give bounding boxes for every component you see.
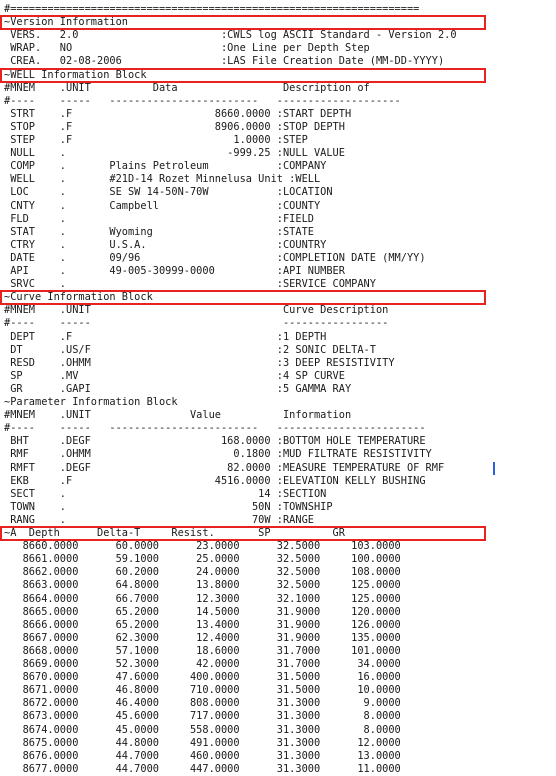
data-row: 8662.0000 60.2000 24.0000 32.5000 108.0000 <box>4 566 401 579</box>
text-cursor <box>493 462 495 475</box>
data-row: 8663.0000 64.8000 13.8000 32.5000 125.0000 <box>4 579 401 592</box>
data-row: 8675.0000 44.8000 491.0000 31.3000 12.0000 <box>4 736 401 749</box>
header-field-line: STRT .F 8660.0000 :START DEPTH <box>4 107 352 120</box>
header-field-line: RMFT .DEGF 82.0000 :MEASURE TEMPERATURE OF RMF <box>4 461 445 474</box>
data-row: 8669.0000 52.3000 42.0000 31.7000 34.0000 <box>4 658 401 670</box>
header-field-line: SRVC . :SERVICE COMPANY <box>4 278 376 291</box>
comment-line: #---- ----- ------------------------ ------------------------ <box>4 422 426 435</box>
comment-line: #MNEM .UNIT Value Information <box>4 409 352 422</box>
header-field-line: TOWN . 50N :TOWNSHIP <box>4 500 333 513</box>
header-field-line: BHT .DEGF 168.0000 :BOTTOM HOLE TEMPERATURE <box>4 435 426 448</box>
header-field-line: WRAP. NO :One Line per Depth Step <box>4 42 370 55</box>
comment-line: #---- ----- ----------------- <box>4 317 389 330</box>
data-row: 8660.0000 60.0000 23.0000 32.5000 103.0000 <box>4 540 401 553</box>
header-field-line: RMF .OHMM 0.1800 :MUD FILTRATE RESISTIVITY <box>4 448 432 461</box>
data-row: 8676.0000 44.7000 460.0000 31.3000 13.0000 <box>4 749 401 762</box>
data-row: 8665.0000 65.2000 14.5000 31.9000 120.0000 <box>4 605 401 618</box>
header-field-line: CNTY . Campbell :COUNTY <box>4 199 321 212</box>
header-field-line: GR .GAPI :5 GAMMA RAY <box>4 382 352 395</box>
data-row: 8677.0000 44.7000 447.0000 31.3000 11.0000 <box>4 762 401 775</box>
comment-line: #---- ----- ------------------------ -------------------- <box>4 94 401 107</box>
header-field-line: RESD .OHMM :3 DEEP RESISTIVITY <box>4 356 395 369</box>
header-field-line: SP .MV :4 SP CURVE <box>4 369 345 382</box>
header-field-line: CTRY . U.S.A. :COUNTRY <box>4 238 327 251</box>
section-header-line: ~A Depth Delta-T Resist. SP GR <box>4 527 345 539</box>
header-field-line: WELL . #21D-14 Rozet Minnelusa Unit :WELL <box>4 173 321 186</box>
header-field-line: STOP .F 8906.0000 :STOP DEPTH <box>4 120 345 133</box>
data-row: 8668.0000 57.1000 18.6000 31.7000 101.0000 <box>4 644 401 657</box>
data-row: 8661.0000 59.1000 25.0000 32.5000 100.0000 <box>4 553 401 566</box>
header-field-line: EKB .F 4516.0000 :ELEVATION KELLY BUSHING <box>4 474 426 487</box>
data-row: 8673.0000 45.6000 717.0000 31.3000 8.0000 <box>4 710 401 723</box>
comment-line: #================================================================== <box>4 3 420 15</box>
header-field-line: FLD . :FIELD <box>4 212 314 225</box>
header-field-line: LOC . SE SW 14-50N-70W :LOCATION <box>4 186 333 199</box>
header-field-line: RANG . 70W :RANGE <box>4 513 314 526</box>
section-header-line: ~Version Information <box>4 16 128 29</box>
comment-line: #MNEM .UNIT Data Description of <box>4 81 370 94</box>
data-row: 8672.0000 46.4000 808.0000 31.3000 9.0000 <box>4 697 401 710</box>
data-row: 8666.0000 65.2000 13.4000 31.9000 126.0000 <box>4 618 401 631</box>
header-field-line: DATE . 09/96 :COMPLETION DATE (MM/YY) <box>4 251 426 264</box>
section-header-line: ~Curve Information Block <box>4 291 153 304</box>
data-row: 8674.0000 45.0000 558.0000 31.3000 8.0000 <box>4 723 401 736</box>
header-field-line: DT .US/F :2 SONIC DELTA-T <box>4 343 376 356</box>
header-field-line: STEP .F 1.0000 :STEP <box>4 134 308 146</box>
comment-line: #MNEM .UNIT Curve Description <box>4 304 389 317</box>
data-row: 8671.0000 46.8000 710.0000 31.5000 10.0000 <box>4 684 401 697</box>
data-row: 8667.0000 62.3000 12.4000 31.9000 135.0000 <box>4 631 401 644</box>
data-row: 8670.0000 47.6000 400.0000 31.5000 16.0000 <box>4 671 401 684</box>
section-header-line: ~Parameter Information Block <box>4 396 178 408</box>
header-field-line: DEPT .F :1 DEPTH <box>4 330 327 343</box>
header-field-line: STAT . Wyoming :STATE <box>4 225 314 238</box>
header-field-line: COMP . Plains Petroleum :COMPANY <box>4 160 327 173</box>
header-field-line: CREA. 02-08-2006 :LAS File Creation Date (MM-DD-YYYY) <box>4 55 445 68</box>
header-field-line: SECT . 14 :SECTION <box>4 487 327 500</box>
header-field-line: API . 49-005-30999-0000 :API NUMBER <box>4 265 345 277</box>
section-header-line: ~WELL Information Block <box>4 68 147 81</box>
header-field-line: VERS. 2.0 :CWLS log ASCII Standard - Version 2.0 <box>4 29 457 42</box>
header-field-line: NULL . -999.25 :NULL VALUE <box>4 147 345 160</box>
data-row: 8664.0000 66.7000 12.3000 32.1000 125.0000 <box>4 592 401 605</box>
